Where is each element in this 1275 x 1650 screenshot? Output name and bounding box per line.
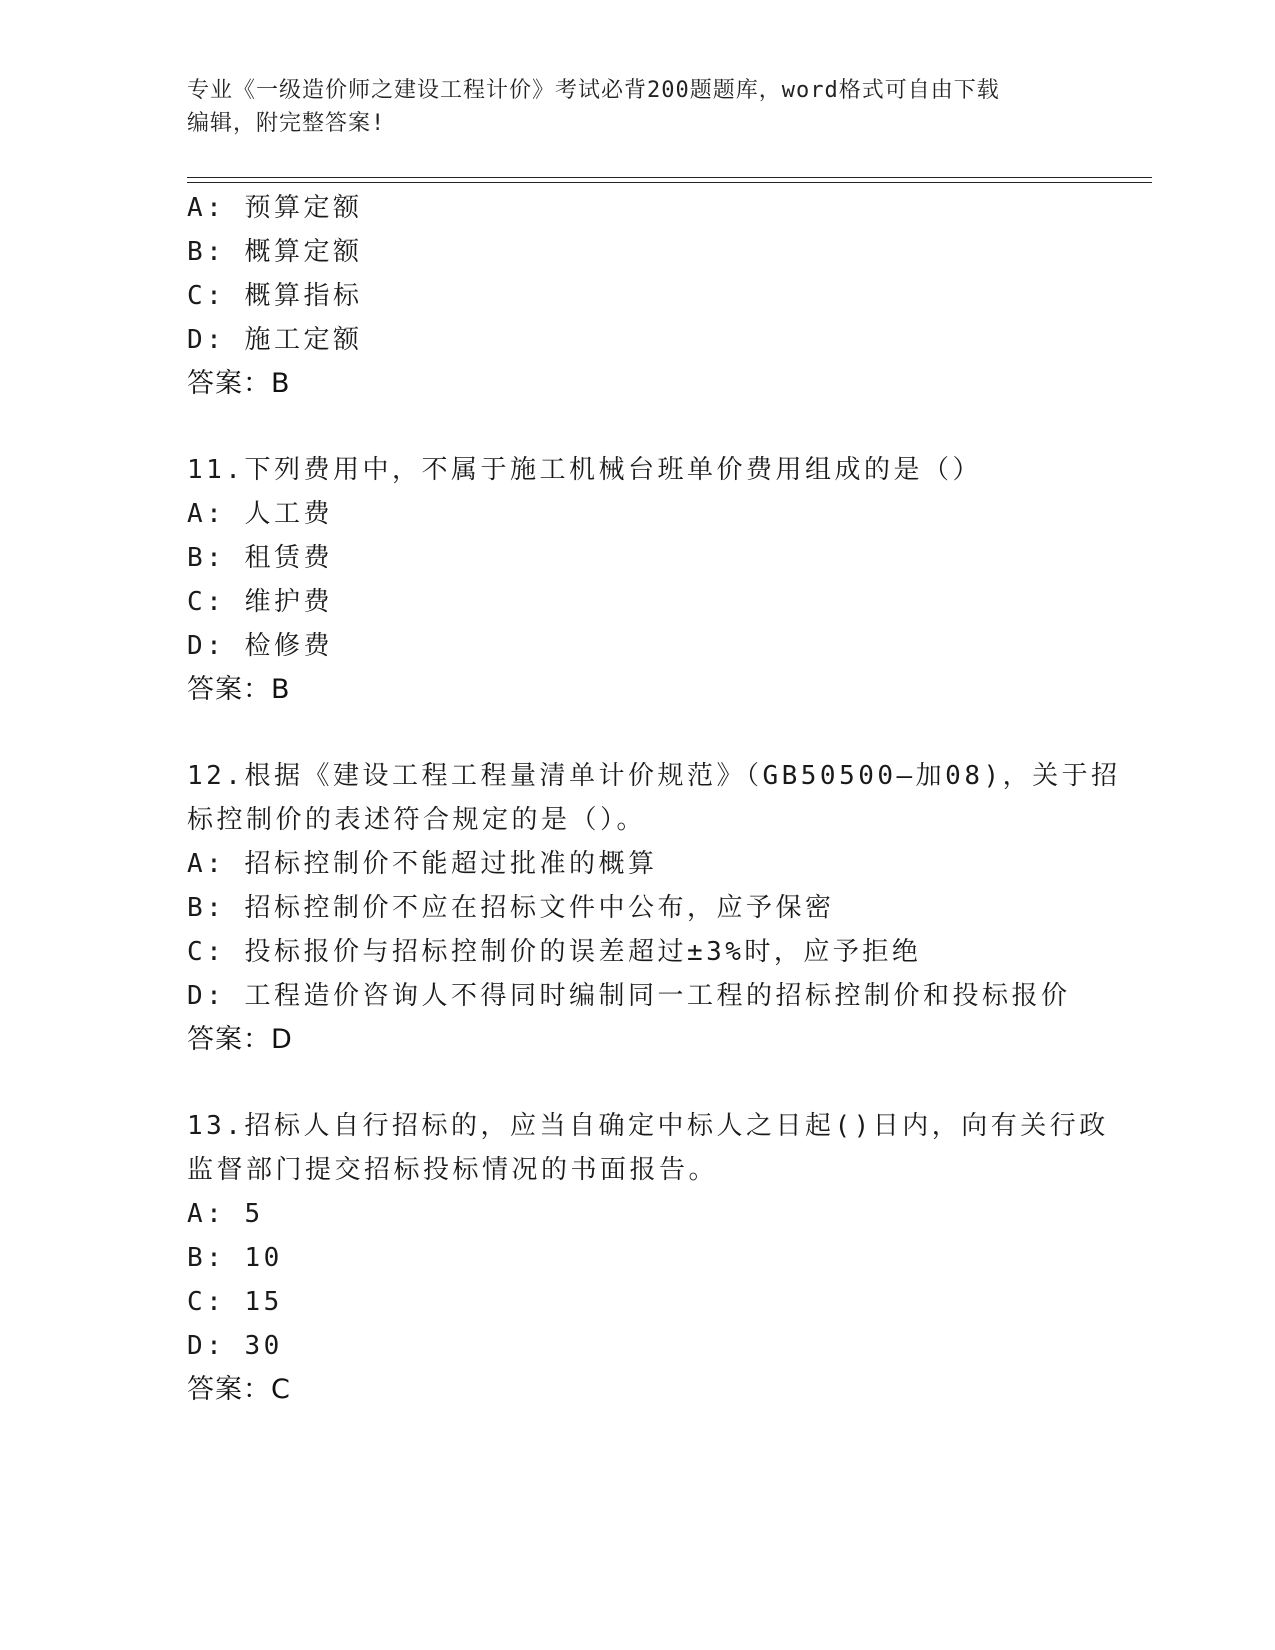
option-b: B: 租赁费: [187, 543, 333, 573]
header-line-2: 编辑，附完整答案!: [187, 111, 386, 136]
option-c: C: 投标报价与招标控制价的误差超过±3%时，应予拒绝: [187, 937, 922, 967]
option-a: A: 招标控制价不能超过批准的概算: [187, 849, 658, 879]
question-stem: 13.招标人自行招标的，应当自确定中标人之日起()日内，向有关行政: [187, 1111, 1109, 1141]
option-c: C: 维护费: [187, 587, 333, 617]
option-a: A: 预算定额: [187, 193, 363, 223]
option-c: C: 15: [187, 1287, 283, 1317]
question-stem-cont: 标控制价的表述符合规定的是（）。: [187, 805, 647, 835]
option-d: D: 检修费: [187, 631, 333, 661]
option-c: C: 概算指标: [187, 281, 363, 311]
header-line-1: 专业《一级造价师之建设工程计价》考试必背200题题库，word格式可自由下载: [187, 78, 1000, 103]
option-b: B: 10: [187, 1243, 283, 1273]
answer-label: 答案：B: [187, 674, 291, 705]
option-a: A: 人工费: [187, 499, 333, 529]
question-stem: 11.下列费用中，不属于施工机械台班单价费用组成的是（）: [187, 455, 982, 485]
question-stem-cont: 监督部门提交招标投标情况的书面报告。: [187, 1155, 719, 1185]
answer-label: 答案：C: [187, 1374, 291, 1405]
option-d: D: 工程造价咨询人不得同时编制同一工程的招标控制价和投标报价: [187, 981, 1071, 1011]
option-b: B: 招标控制价不应在招标文件中公布，应予保密: [187, 893, 835, 923]
question-stem: 12.根据《建设工程工程量清单计价规范》（GB50500—加08)，关于招: [187, 761, 1121, 791]
answer-label: 答案：B: [187, 368, 291, 399]
option-a: A: 5: [187, 1199, 264, 1229]
document-header: [187, 74, 1087, 140]
option-d: D: 30: [187, 1331, 283, 1361]
option-b: B: 概算定额: [187, 237, 363, 267]
header-divider: [187, 177, 1152, 183]
option-d: D: 施工定额: [187, 325, 363, 355]
answer-label: 答案：D: [187, 1024, 293, 1055]
